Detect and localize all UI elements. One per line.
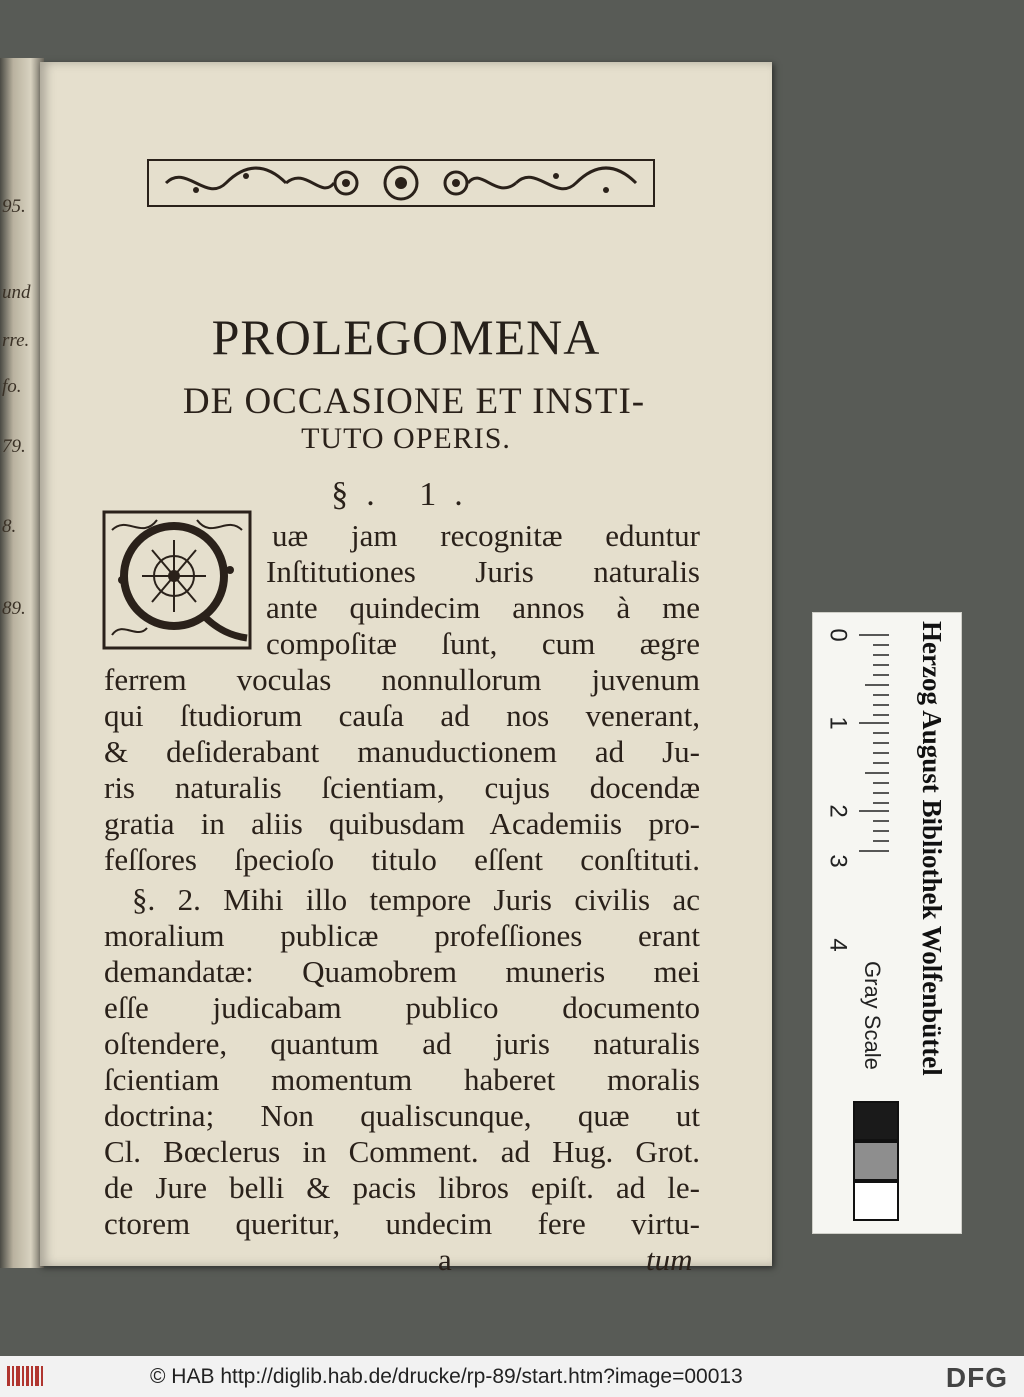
text-line: demandatæ: Quamobrem muneris mei [104,954,700,989]
text-line: oſtendere, quantum ad juris naturalis [104,1026,700,1061]
gray-swatch-mid [853,1141,899,1181]
ruler-ticks [859,623,889,863]
page-title: PROLEGOMENA [211,309,601,365]
page-subtitle-line1: DE OCCASIONE ET INSTI- [182,381,646,422]
margin-note: 8. [2,516,17,537]
text-line: Cl. Bœclerus in Comment. ad Hug. Grot. [104,1134,700,1169]
signature-mark: a [438,1242,452,1277]
gray-scale-label: Gray Scale [860,961,885,1070]
book-page [40,62,772,1277]
text-line: ferrem voculas nonnullorum juvenum [104,662,700,697]
text-line: Inſtitutiones Juris naturalis [266,554,700,589]
decorated-initial-q [102,510,252,650]
text-line: ante quindecim annos à me [266,590,700,625]
barcode-logo-icon [6,1364,44,1388]
page-subtitle-line2: TUTO OPERIS. [301,422,511,455]
ruler-institution-label: Herzog August Bibliothek Wolfenbüttel [917,621,947,1076]
ruler-number: 3 [824,854,852,868]
scale-ruler-card [812,612,962,1234]
margin-note: rre. [2,330,30,351]
text-line: qui ſtudiorum cauſa ad nos venerant, [104,698,700,733]
text-line: ctorem queritur, undecim fere virtu- [104,1206,700,1241]
copyright-link[interactable]: © HAB http://diglib.hab.de/drucke/rp-89/start.htm?image=00013 [150,1365,743,1388]
text-line: de Jure belli & pacis libros epiſt. ad le- [104,1170,700,1205]
text-line: §. 2. Mihi illo tempore Juris civilis ac [132,882,700,917]
ruler-number: 2 [824,804,852,818]
text-line: & deſiderabant manuductionem ad Ju- [104,734,700,769]
margin-note: 89. [2,598,26,619]
decorative-headpiece [146,158,656,208]
ruler-number: 1 [824,716,852,730]
text-line: gratia in aliis quibusdam Academiis pro- [104,806,700,841]
gray-swatch-black [853,1101,899,1141]
text-line: ris naturalis ſcientiam, cujus docendæ [104,770,700,805]
catchword: tum [646,1242,693,1277]
footer-bar [0,1356,1024,1397]
text-line: doctrina; Non qualiscunque, quæ ut [104,1098,700,1133]
margin-note: und [2,282,31,303]
book-binding [0,58,44,1268]
text-line: eſſe judicabam publico documento [104,990,700,1025]
text-line: uæ jam recognitæ eduntur [272,518,700,553]
text-line: moralium publicæ profeſſiones erant [104,918,700,953]
ruler-number: 0 [824,628,852,642]
text-line: compoſitæ ſunt, cum ægre [266,626,700,661]
margin-note: fo. [2,376,22,397]
text-line: ſcientiam momentum haberet moralis [104,1062,700,1097]
ruler-number: 4 [824,938,852,952]
section-mark: §. 1. [331,476,481,513]
text-line: feſſores ſpecioſo titulo eſſent conſtituti. [104,842,700,877]
dfg-logo: DFG [945,1362,1008,1393]
margin-note: 95. [2,196,26,217]
margin-note: 79. [2,436,26,457]
gray-swatch-white [853,1181,899,1221]
